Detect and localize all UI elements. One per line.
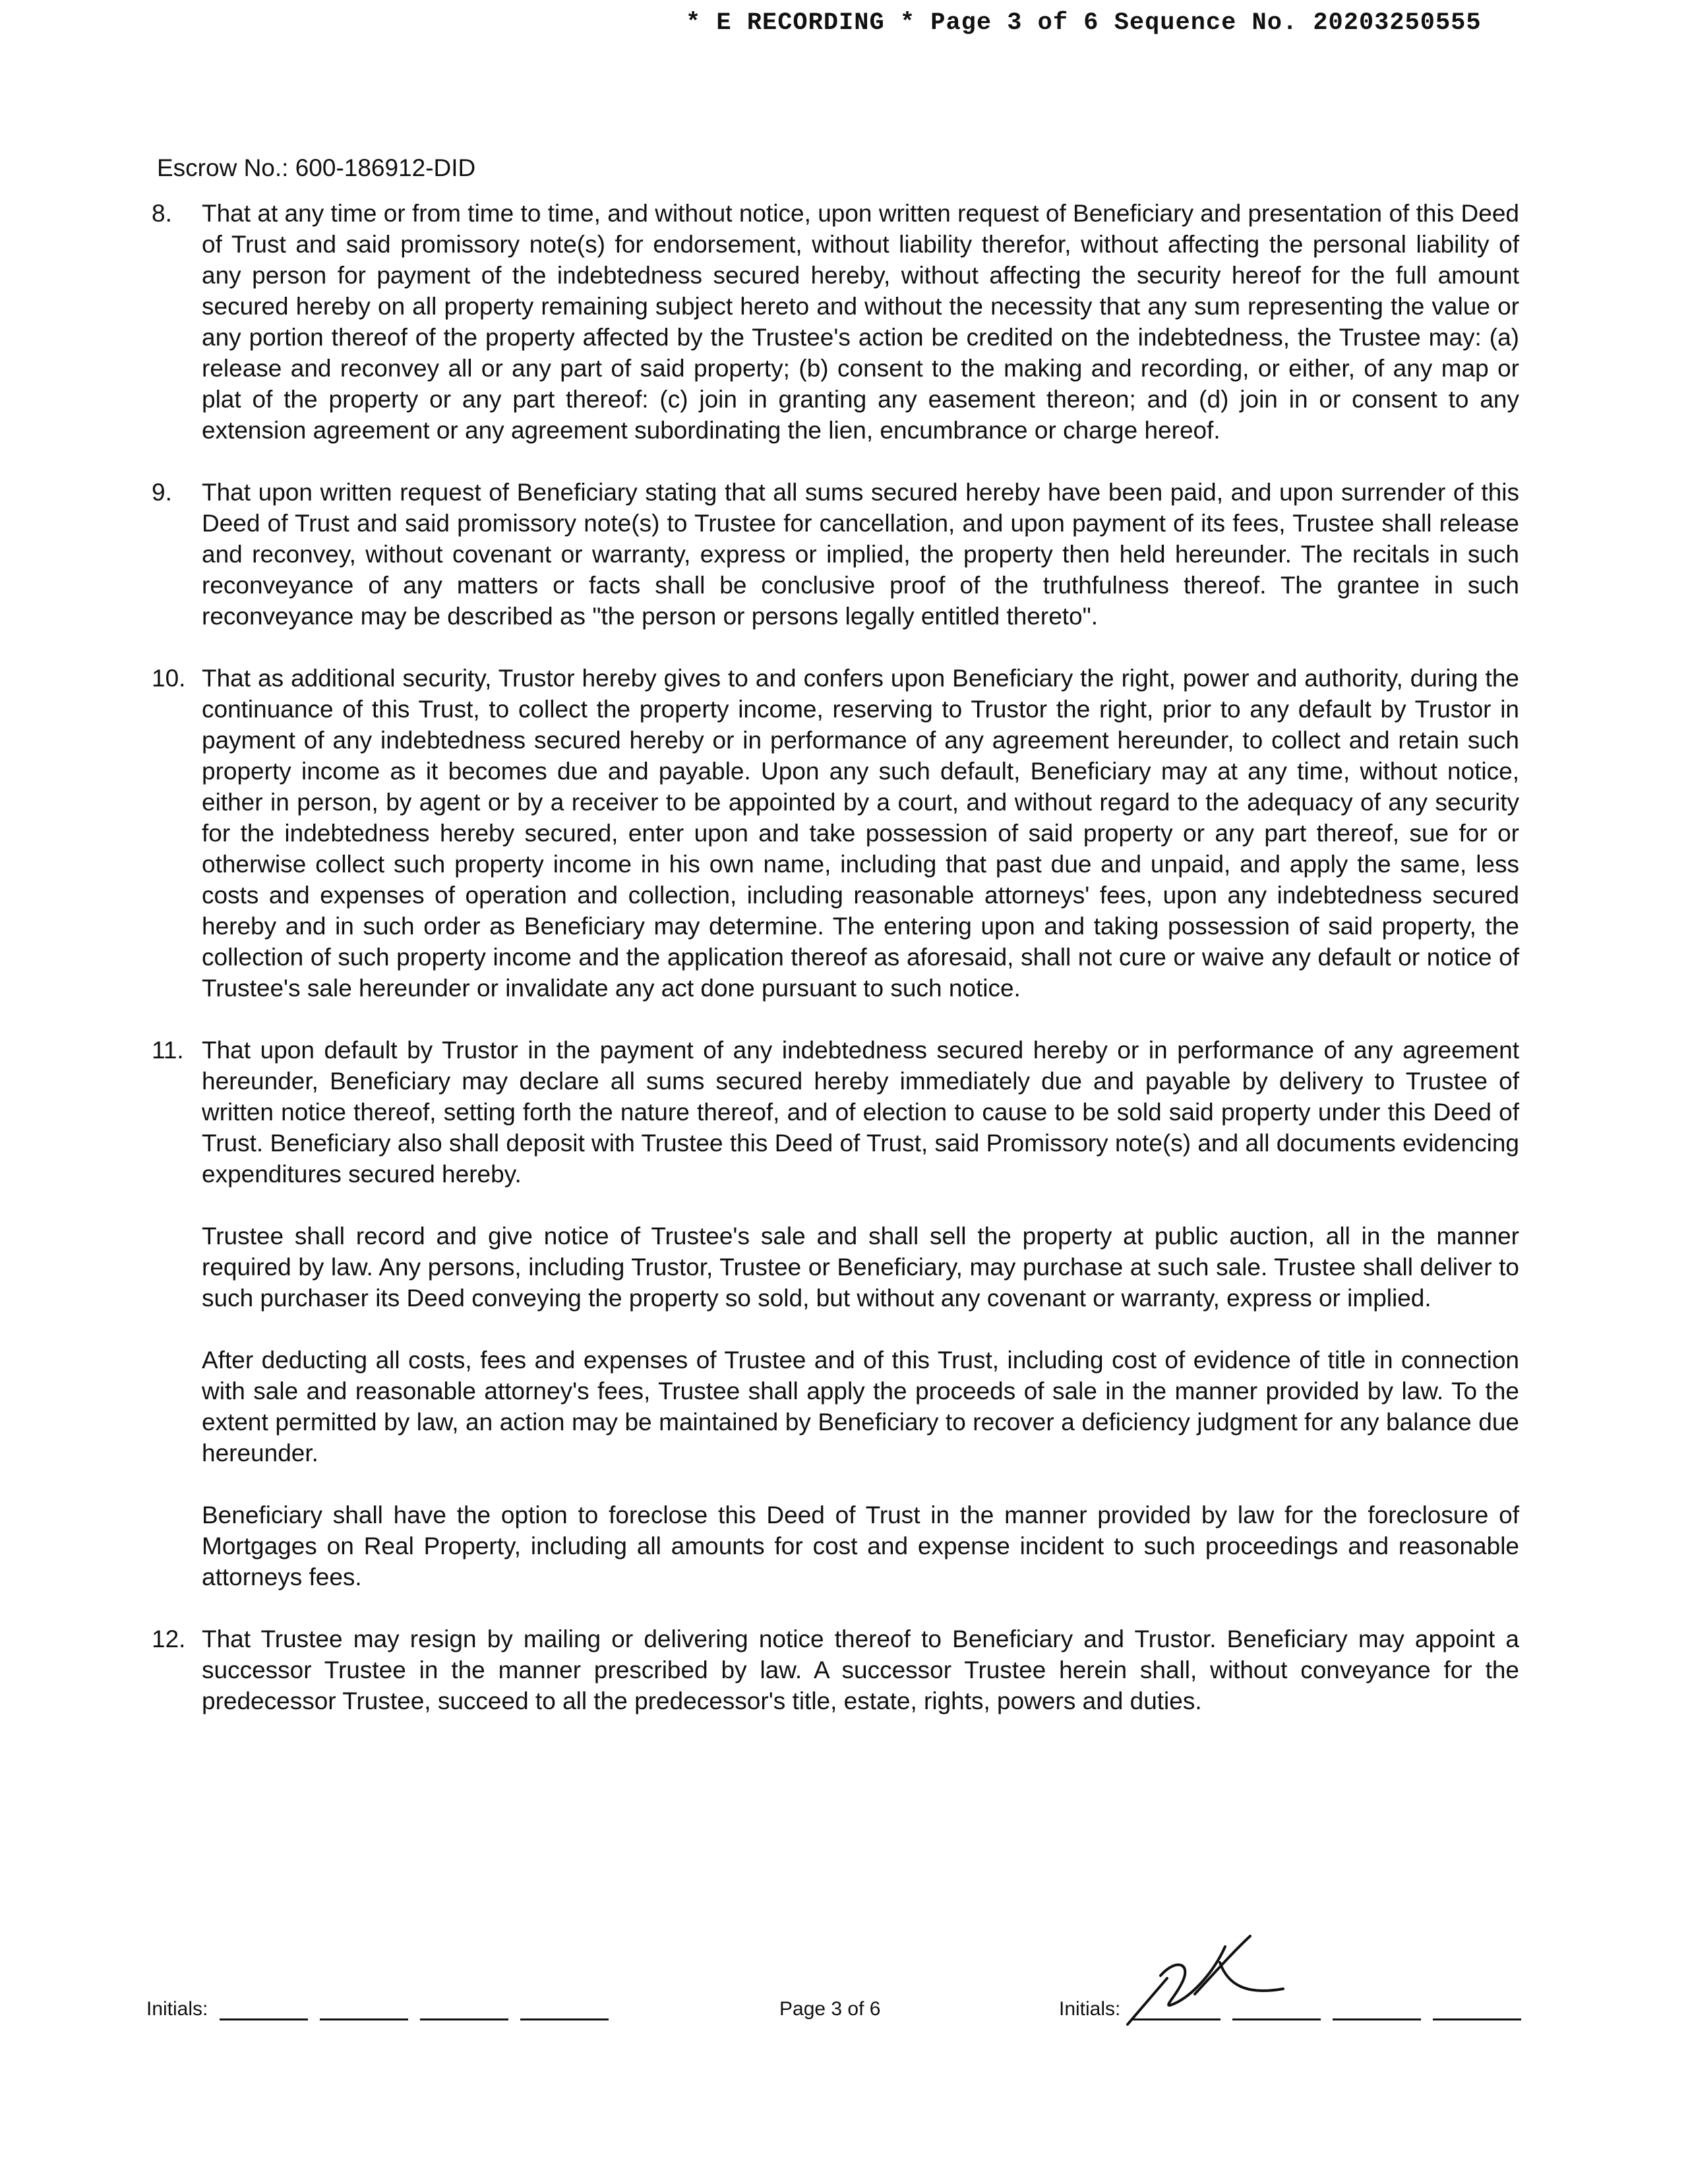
- initials-blank: [1132, 1999, 1221, 2020]
- clause-11: [0, 1035, 1688, 1592]
- clause-text: That upon default by Trustor in the payment of any indebtedness secured hereby or in performance of any agreement hereunder, Beneficiary may declare all sums secured hereby immediately due and payable by delivery to Trustee of written notice thereof, setting forth the nature thereof, and of election to cause to be sold said property under this Deed of Trust. Beneficiary also shall deposit with Trustee this Deed of Trust, said Promissory note(s) and all documents evidencing expenditures secured hereby.: [202, 1037, 1519, 1188]
- sub-paragraph-proceeds: After deducting all costs, fees and expenses of Trustee and of this Trust, including cost of evidence of title in connection with sale and reasonable attorney's fees, Trustee shall apply the proceeds of sale in the manner provided by law. To the extent permitted by law, an action may be maintained by Beneficiary to recover a deficiency judgment for any balance due hereunder.: [202, 1347, 1519, 1467]
- initials-left-label: Initials:: [146, 1998, 208, 2020]
- clause-number: 8.: [152, 200, 172, 227]
- recording-header: * E RECORDING * Page 3 of 6 Sequence No. 20203250555: [686, 9, 1482, 37]
- page-number: Page 3 of 6: [779, 1998, 881, 2020]
- clause-number: 9.: [152, 479, 172, 506]
- sub-paragraph-trustee-sale: Trustee shall record and give notice of Trustee's sale and shall sell the property at public auction, all in the manner required by law. Any persons, including Trustor, Trustee or Beneficiary, may purchase at such sale. Trustee shall deliver to such purchaser its Deed conveying the property so sold, but without any covenant or warranty, express or implied.: [202, 1223, 1519, 1312]
- clause-number: 12.: [152, 1625, 186, 1653]
- clause-text: That upon written request of Beneficiary stating that all sums secured hereby have been paid, and upon surrender of this Deed of Trust and said promissory note(s) to Trustee for cancellation, and upon payment of its fees, Trustee shall release and reconvey, without covenant or warranty, express or implied, the property then held hereunder. The recitals in such reconveyance of any matters or facts shall be conclusive proof of the truthfulness thereof. The grantee in such reconveyance may be described as "the person or persons legally entitled thereto".: [202, 479, 1519, 630]
- clause-10: [0, 663, 1688, 1004]
- escrow-number: Escrow No.: 600-186912-DID: [157, 154, 476, 181]
- initials-blank: [1232, 1999, 1321, 2020]
- initials-blank: [220, 1999, 308, 2020]
- initials-right-label: Initials:: [1059, 1998, 1121, 2020]
- initials-blank: [320, 1999, 408, 2020]
- clause-9: [0, 477, 1688, 632]
- initials-blank: [420, 1999, 508, 2020]
- document-body: [0, 198, 1688, 1747]
- initials-blank: [1433, 1999, 1521, 2020]
- clause-text: That at any time or from time to time, and without notice, upon written request of Beneficiary and presentation of this Deed of Trust and said promissory note(s) for endorsement, without liability therefor, without affecting the personal liability of any person for payment of the indebtedness secured hereby, without affecting the security hereof for the full amount secured hereby on all property remaining subject hereto and without the necessity that any sum representing the value or any portion thereof of the property affected by the Trustee's action be credited on the indebtedness, the Trustee may: (a) release and reconvey all or any part of said property; (b) consent to the making and recording, or either, of any map or plat of the property or any part thereof: (c) join in granting any easement thereon; and (d) join in or consent to any extension agreement or any agreement subordinating the lien, encumbrance or charge hereof.: [202, 200, 1519, 444]
- clause-number: 10.: [152, 665, 186, 692]
- clause-8: [0, 198, 1688, 446]
- clause-number: 11.: [152, 1037, 184, 1064]
- initials-blank: [1333, 1999, 1421, 2020]
- clause-text: That Trustee may resign by mailing or delivering notice thereof to Beneficiary and Trustor. Beneficiary may appoint a successor Trustee in the manner prescribed by law. A successor Trustee herein shall, without conveyance for the predecessor Trustee, succeed to all the predecessor's title, estate, rights, powers and duties.: [202, 1625, 1519, 1714]
- sub-paragraph-foreclosure-option: Beneficiary shall have the option to foreclose this Deed of Trust in the manner provided by law for the foreclosure of Mortgages on Real Property, including all amounts for cost and expense incident to such proceedings and reasonable attorneys fees.: [202, 1502, 1519, 1591]
- clause-12: [0, 1623, 1688, 1716]
- page-footer: [0, 1998, 1688, 2057]
- initials-right: [1059, 1998, 1521, 2020]
- clause-text: That as additional security, Trustor hereby gives to and confers upon Beneficiary the right, power and authority, during the continuance of this Trust, to collect the property income, reserving to Trustor the right, prior to any default by Trustor in payment of any indebtedness secured hereby or in performance of any agreement hereunder, to collect and retain such property income as it becomes due and payable. Upon any such default, Beneficiary may at any time, without notice, either in person, by agent or by a receiver to be appointed by a court, and without regard to the adequacy of any security for the indebtedness hereby secured, enter upon and take possession of said property or any part thereof, sue for or otherwise collect such property income in his own name, including that past due and unpaid, and apply the same, less costs and expenses of operation and collection, including reasonable attorneys' fees, upon any indebtedness secured hereby and in such order as Beneficiary may determine. The entering upon and taking possession of said property, the collection of such property income and the application thereof as aforesaid, shall not cure or waive any default or notice of Trustee's sale hereunder or invalidate any act done pursuant to such notice.: [202, 665, 1519, 1002]
- initials-blank: [520, 1999, 609, 2020]
- initials-left: [146, 1998, 609, 2020]
